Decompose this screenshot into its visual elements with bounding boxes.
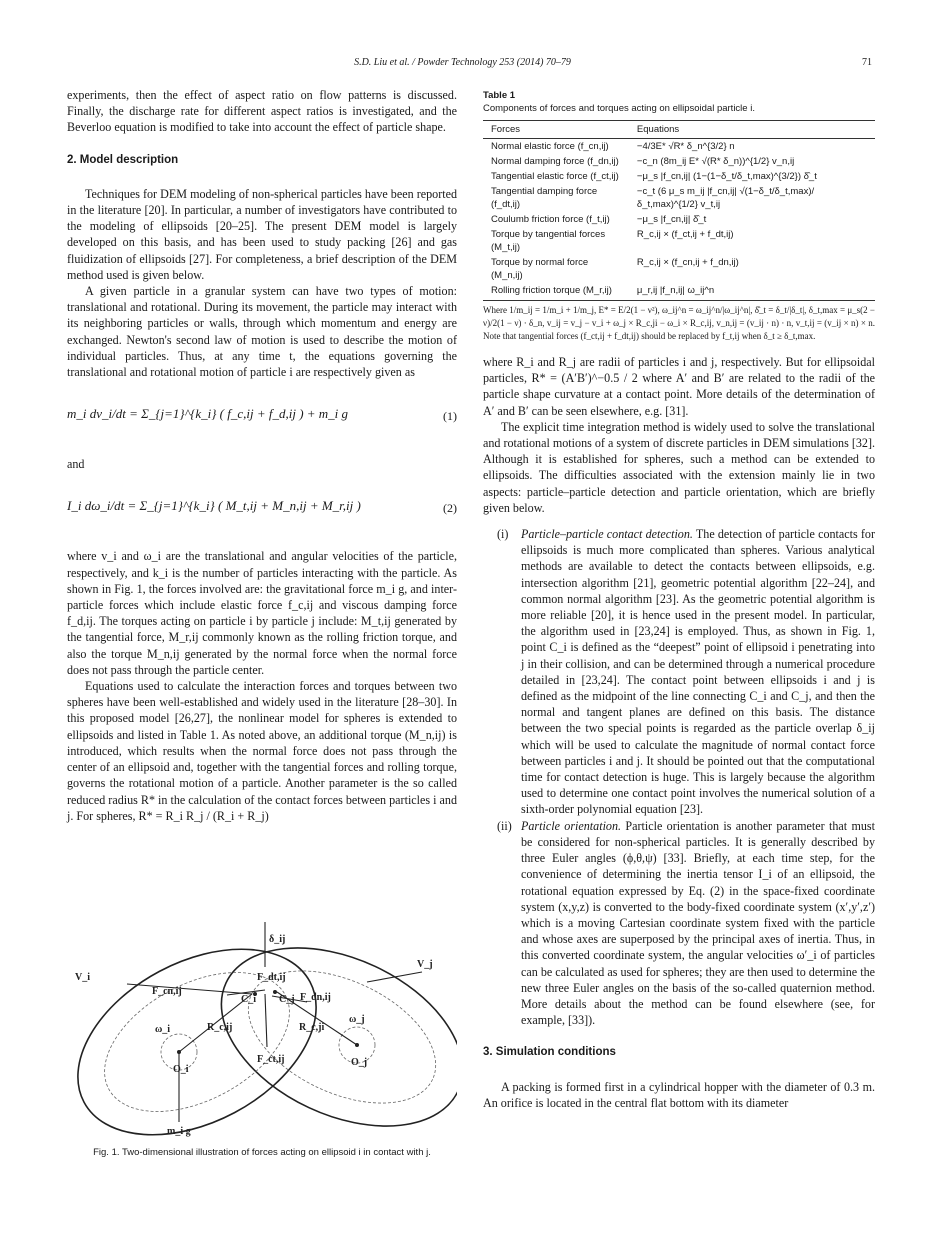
- table-row: [483, 227, 875, 255]
- table-1: [483, 90, 875, 343]
- list-item: [483, 818, 875, 1029]
- right-column: [483, 354, 875, 1111]
- label-rcji: R_c,ji: [299, 1022, 325, 1033]
- label-ci: C_i: [241, 994, 256, 1005]
- label-vj: V_j: [417, 959, 433, 970]
- equation-1: [67, 394, 457, 442]
- paragraph-integration: The explicit time integration method is widely used to solve the translational and rotational motions of a system of discrete particles in DEM simulations [32]. Although it is established for spheres, such a method can be extended to ellipsoids. The difficulties associated with the extension mainly lie in two aspects: particle–particle detection and particle orientation, which are briefly given below.: [483, 419, 875, 515]
- table-1-caption: Components of forces and torques acting on ellipsoidal particle i.: [483, 103, 755, 114]
- label-oi: O_i: [173, 1064, 189, 1075]
- table-row: [483, 283, 875, 301]
- table-row: [483, 169, 875, 184]
- forces-table: [483, 120, 875, 301]
- label-wj: ω_j: [349, 1014, 365, 1025]
- paragraph-forces: where v_i and ω_i are the translational and angular velocities of the particle, respectively, and k_i is the number of particles interacting with the particle. As shown in Fig. 1, the forces involved are: the gravitational force m_i g, and inter-particle forces which include elastic force f_c,ij and viscous damping force f_d,ij. The torques acting on particle i by particle j include: M_t,ij generated by the tangential force, M_r,ij commonly known as the rolling friction torque, and also the torque M_n,ij generated by the normal force when the normal force does not pass through the particle center.: [67, 549, 457, 677]
- table-cell: Coulumb friction force (f_t,ij): [491, 214, 610, 225]
- paragraph-interaction: Equations used to calculate the interaction forces and torques between two spheres have been well-established and widely used in the literature [28–30]. In this proposed model [26,27], the nonlinear model for spheres is extended to ellipsoids and listed in Table 1. As noted above, an additional torque (M_n,ij) is introduced, which results when the normal force does not pass through the center of an ellipsoid and, together with the tangential forces and rolling torque, governs the rotational motion of a particle. Another parameter is the so called reduced radius R* in the calculation of the contact forces between particles i and j. For spheres, R* = R_i R_j / (R_i + R_j): [67, 679, 457, 823]
- label-cj: C_j: [279, 994, 295, 1005]
- table-1-label: Table 1: [483, 90, 516, 101]
- table-cell: Rolling friction torque (M_r,ij): [483, 283, 629, 301]
- table-cell: Tangential damping force (f_dt,ij): [491, 186, 598, 210]
- equation-2-number: (2): [443, 501, 457, 516]
- table-cell: R_c,ij × (f_cn,ij + f_dn,ij): [636, 257, 739, 268]
- left-column: [67, 87, 457, 824]
- label-fcn: F_cn,ij: [152, 986, 182, 997]
- table-header-forces: Forces: [483, 121, 629, 139]
- label-fdt: F_dt,ij: [257, 972, 286, 983]
- label-oj: O_j: [351, 1057, 368, 1068]
- label-delta: δ_ij: [269, 934, 286, 945]
- table-cell: Torque by normal force (M_n,ij): [491, 257, 589, 281]
- item-text-contact-detection: The detection of particle contacts for ellipsoids is much more complicated than spheres. Various analytical methods are available to detect the contacts between ellipsoids, e.g. intersection algorithm [21], geometric potential algorithm [22–24], and common normal algorithm [23]. As the geometric potential algorithm is more reliable [20], it is hence used in the present model. In particular, the algorithm used in [23,24] is employed. Thus, as shown in Fig. 1, point C_i is defined as the “deepest” point of ellipsoid i penetrating into j in their collision, and can be determined through a numerical procedure detailed in [23,24]. The contact point between ellipsoids i and j is defined as the midpoint of the line connecting C_i and C_j, and then the normal and tangent planes are defined on this basis. The distance between the two special points is regarded as the particle overlap δ_ij which will be used to calculate the magnitude of normal contact force between particles i and j. It should be pointed out that the computational time for contact detection is huge. This is largely because the algorithm used to determine one contact point involves the numerical solution of a sixth-order polynomial equation [23].: [521, 527, 875, 817]
- equation-1-number: (1): [443, 409, 457, 424]
- journal-citation: S.D. Liu et al. / Powder Technology 253 (2014) 70–79: [354, 57, 571, 68]
- table-header-equations: Equations: [629, 121, 875, 139]
- connector-and: and: [67, 457, 85, 472]
- section-2-title: 2. Model description: [67, 153, 179, 166]
- table-row: [483, 212, 875, 227]
- table-row: [483, 139, 875, 155]
- table-cell: Normal elastic force (f_cn,ij): [491, 141, 609, 152]
- label-fct: F_ct,ij: [257, 1054, 285, 1065]
- table-row: [483, 184, 875, 212]
- difficulty-list: [483, 526, 875, 1028]
- list-marker: (ii): [497, 818, 512, 833]
- paragraph-motion: A given particle in a granular system can have two types of motion: translational and rotational. During its movement, the particle may interact with its neighboring particles or walls, through which momentum and energy are exchanged. Newton's second law of motion is used to describe the motion of individual particles. Thus, at any time t, the equations governing the translational and rotational motion of particle i are respectively given as: [67, 284, 457, 380]
- figure-1-diagram: [67, 922, 457, 1137]
- equation-1-body: m_i dv_i/dt = Σ_{j=1}^{k_i} ( f_c,ij + f_d,ij ) + m_i g: [67, 406, 349, 422]
- list-marker: (i): [497, 527, 509, 542]
- section-3-title: 3. Simulation conditions: [483, 1046, 616, 1059]
- item-text-orientation: Particle orientation is another parameter that must be considered for non-spherical particles. It is generally described by three Euler angles (ϕ,θ,ψ) [33]. Briefly, at each time step, for the convenience of determining the inertia tensor I_i of an ellipsoid, the rotational equation expressed by Eq. (2) in the space-fixed coordinate system (x,y,z) is converted to the body-fixed coordinate system (x′,y′,z′) which is a moving Cartesian coordinate system fixed with the particle and whose axes are superposed by the principal axes of inertia. Thus, in this converted coordinate system, the angular velocities ω′_i of particles can be calculated as used for spheres; they are then used to determine the new three Euler angles on the basis of the so-called quaternion method. More details about the method can be found elsewhere (see, for example, [33]).: [521, 818, 875, 1028]
- label-vi: V_i: [75, 972, 90, 983]
- label-wi: ω_i: [155, 1024, 171, 1035]
- paragraph-packing: A packing is formed first in a cylindrical hopper with the diameter of 0.3 m. An orifice is located in the central flat bottom with its diameter: [483, 1079, 875, 1110]
- table-cell: −μ_s |f_cn,ij| (1−(1−δ_t/δ_t,max)^{3/2}) δ̂_t: [636, 171, 817, 182]
- table-row: [483, 154, 875, 169]
- page-number: 71: [862, 57, 872, 68]
- paragraph-dem-background: Techniques for DEM modeling of non-spherical particles have been reported in the literature [20]. In particular, a number of investigators have contributed to the modeling of ellipsoids [20–25]. The present DEM model is largely developed on this basis, and has been used to study packing [26] and gas fluidization of ellipsoids [27]. For completeness, a brief description of the DEM method used is given below.: [67, 186, 457, 282]
- paragraph-reduced-radius: where R_i and R_j are radii of particles i and j, respectively. But for ellipsoidal particles, R* = (A′B′)^−0.5 / 2 where A′ and B′ are related to the radii of the particle shape curvature at a contact point. More details of the determination of A′ and B′ can be seen elsewhere, e.g. [31].: [483, 355, 875, 418]
- table-row: [483, 255, 875, 283]
- table-cell: −μ_s |f_cn,ij| δ̂_t: [636, 214, 707, 225]
- item-title-orientation: Particle orientation.: [521, 818, 622, 833]
- equation-2: [67, 486, 457, 534]
- intro-paragraph: experiments, then the effect of aspect ratio on flow patterns is discussed. Finally, the discharge rate for different aspect ratios is investigated, and the Beverloo equation is modified to take into account the effect of particle shape.: [67, 88, 457, 135]
- table-cell: Tangential elastic force (f_ct,ij): [491, 171, 619, 182]
- table-1-footnote: Where 1/m_ij = 1/m_i + 1/m_j, E* = E/2(1 − ν²), ω_ij^n = ω_ij^n/|ω_ij^n|, δ̂_t = δ_t/|δ_t|, δ_t,max = μ_s(2 − ν)/2(1 − ν) · δ_n, v_ij = v_j − v_i + ω_j × R_c,ji − ω_i × R_c,ij, v_n,ij = (v_ij · n) · n, v_t,ij = (v_ij × n) × n. Note that tangential forces (f_ct,ij + f_dt,ij) should be replaced by f_t,ij when δ_t ≥ δ_t,max.: [483, 305, 875, 341]
- table-cell: R_c,ij × (f_ct,ij + f_dt,ij): [636, 229, 734, 240]
- list-item: [483, 526, 875, 818]
- table-cell: Normal damping force (f_dn,ij): [491, 156, 619, 167]
- table-cell: −c_t (6 μ_s m_ij |f_cn,ij| √(1−δ_t/δ_t,max)/δ_t,max)^{1/2} v_t,ij: [636, 186, 815, 210]
- ellipsoid-j: [193, 922, 457, 1137]
- table-cell: μ_r,ij |f_n,ij| ω_ij^n: [629, 283, 875, 301]
- label-rcij: R_c,ij: [207, 1022, 233, 1033]
- figure-1-caption: Fig. 1. Two-dimensional illustration of forces acting on ellipsoid i in contact with j.: [93, 1147, 431, 1158]
- table-cell: −4/3E* √R* δ_n^{3/2} n: [636, 141, 735, 152]
- label-fdn: F_dn,ij: [300, 992, 331, 1003]
- equation-2-body: I_i dω_i/dt = Σ_{j=1}^{k_i} ( M_t,ij + M_n,ij + M_r,ij ): [67, 498, 361, 514]
- item-title-contact-detection: Particle–particle contact detection.: [521, 527, 693, 542]
- table-cell: Torque by tangential forces (M_t,ij): [491, 229, 606, 253]
- label-mg: m_i g: [167, 1126, 191, 1137]
- table-cell: −c_n (8m_ij E* √(R* δ_n))^{1/2} v_n,ij: [636, 156, 795, 167]
